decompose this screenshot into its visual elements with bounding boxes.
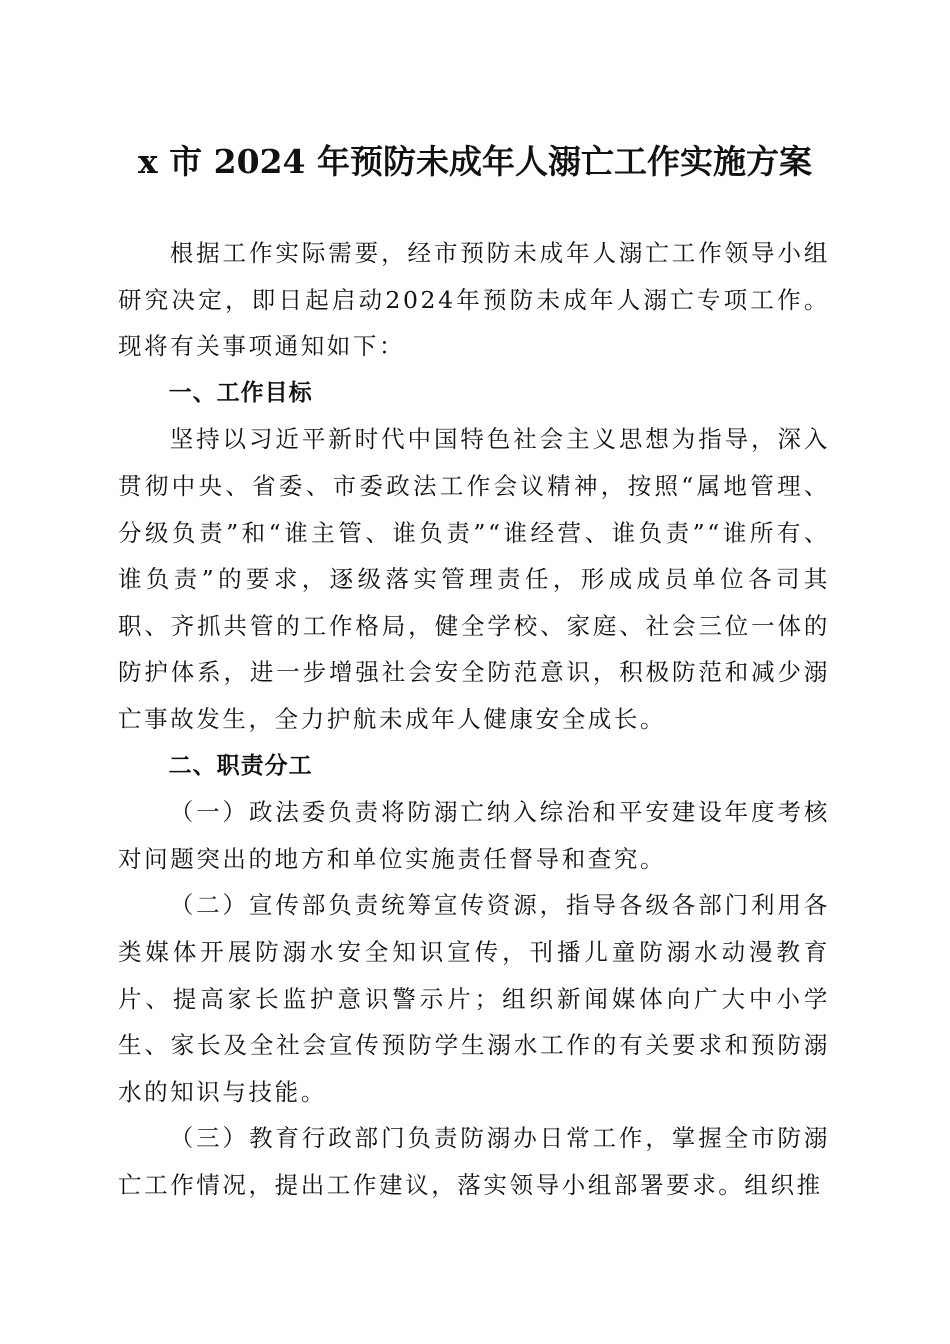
duty-item-2: （二）宣传部负责统筹宣传资源，指导各级各部门利用各类媒体开展防溺水安全知识宣传，刊播儿童防溺水动漫教育片、提高家长监护意识警示片；组织新闻媒体向广大中小学生、家长及全社会宣传预防学生溺水工作的有关要求和预防溺水的知识与技能。 [118,891,830,1106]
section-heading-duties: 二、职责分工 [168,752,313,779]
duty-item-3: （三）教育行政部门负责防溺办日常工作，掌握全市防溺亡工作情况，提出工作建议，落实领导小组部署要求。组织推 [118,1124,830,1199]
section-heading-goals: 一、工作目标 [168,379,313,406]
document-body [118,230,830,1208]
duty-item-1: （一）政法委负责将防溺亡纳入综治和平安建设年度考核对问题突出的地方和单位实施责任督导和查究。 [118,798,830,873]
intro-paragraph: 根据工作实际需要，经市预防未成年人溺亡工作领导小组研究决定，即日起启动2024年预防未成年人溺亡专项工作。现将有关事项通知如下： [118,239,830,361]
goals-paragraph: 坚持以习近平新时代中国特色社会主义思想为指导，深入贯彻中央、省委、市委政法工作会议精神，按照“属地管理、分级负责”和“谁主管、谁负责”“谁经营、谁负责”“谁所有、谁负责”的要求，逐级落实管理责任，形成成员单位各司其职、齐抓共管的工作格局，健全学校、家庭、社会三位一体的防护体系，进一步增强社会安全防范意识，积极防范和减少溺亡事故发生，全力护航未成年人健康安全成长。 [118,425,830,733]
document-title: x 市 2024 年预防未成年人溺亡工作实施方案 [138,142,812,181]
